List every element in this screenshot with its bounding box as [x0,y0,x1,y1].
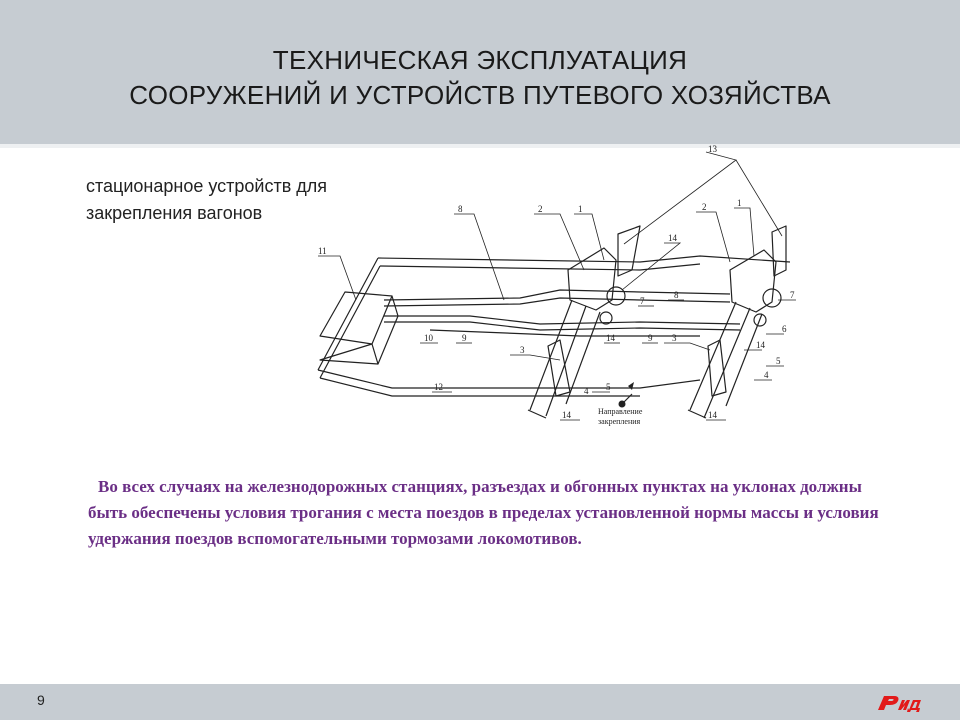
wagon-securing-device-drawing [310,144,802,434]
direction-label-line-1: Направление [598,407,643,416]
callout-3: 3 [672,333,677,343]
rod-lower [384,316,740,324]
callout-2: 2 [702,202,707,212]
callout-1: 1 [737,198,742,208]
callout-13: 13 [708,144,717,154]
page-number: 9 [37,692,45,708]
callout-14: 14 [606,333,615,343]
callout-5: 5 [776,356,781,366]
left-clamp-arm-2 [566,312,600,404]
callout-8: 8 [458,204,463,214]
callout-14: 14 [562,410,571,420]
callout-2: 2 [538,204,543,214]
callout-10: 10 [424,333,433,343]
callout-3: 3 [520,345,525,355]
slide-title-line-2: СООРУЖЕНИЙ И УСТРОЙСТВ ПУТЕВОГО ХОЗЯЙСТВА [129,80,831,110]
base-frame-front-rail [318,370,700,388]
slide-footer [0,684,960,720]
base-frame-front-rail-lower [320,378,640,396]
callout-14: 14 [756,340,765,350]
callout-5: 5 [606,382,611,392]
direction-arrow-icon [619,382,635,408]
right-clamp-arm-2 [726,314,762,406]
base-frame-rear-rail-2 [380,264,700,270]
direction-label-line-2: закрепления [598,417,641,426]
body-paragraph: Во всех случаях на железнодорожных станциях, разъездах и обгонных пунктах на уклонах должны быть обеспечены условия трогания с места поездов в пределах установленной нормы массы и условия удержания поездов вспомогательными тормозами локомотивов. [88,477,879,548]
callout-1: 1 [578,204,583,214]
left-clamp-arm [528,300,586,418]
callout-7: 7 [790,290,795,300]
callout-7: 7 [640,296,645,306]
box-11 [320,292,398,364]
callout-6: 6 [782,324,787,334]
rod-middle [430,330,700,336]
right-upper-post [772,226,786,276]
left-upper-post [618,226,640,276]
callout-9: 9 [462,333,467,343]
figure-caption-line-1: стационарное устройств для [86,176,328,196]
callout-12: 12 [434,382,443,392]
callout-9: 9 [648,333,653,343]
figure-caption-line-2: закрепления вагонов [86,203,263,223]
rzd-logo-icon [876,690,926,714]
callout-8: 8 [674,290,679,300]
callout-4: 4 [584,386,589,396]
right-clamp-arm [688,302,750,418]
callout-14: 14 [708,410,717,420]
callout-11: 11 [318,246,327,256]
callout-4: 4 [764,370,769,380]
callout-14: 14 [668,233,677,243]
slide-title-line-1: ТЕХНИЧЕСКАЯ ЭКСПЛУАТАЦИЯ [272,45,688,75]
